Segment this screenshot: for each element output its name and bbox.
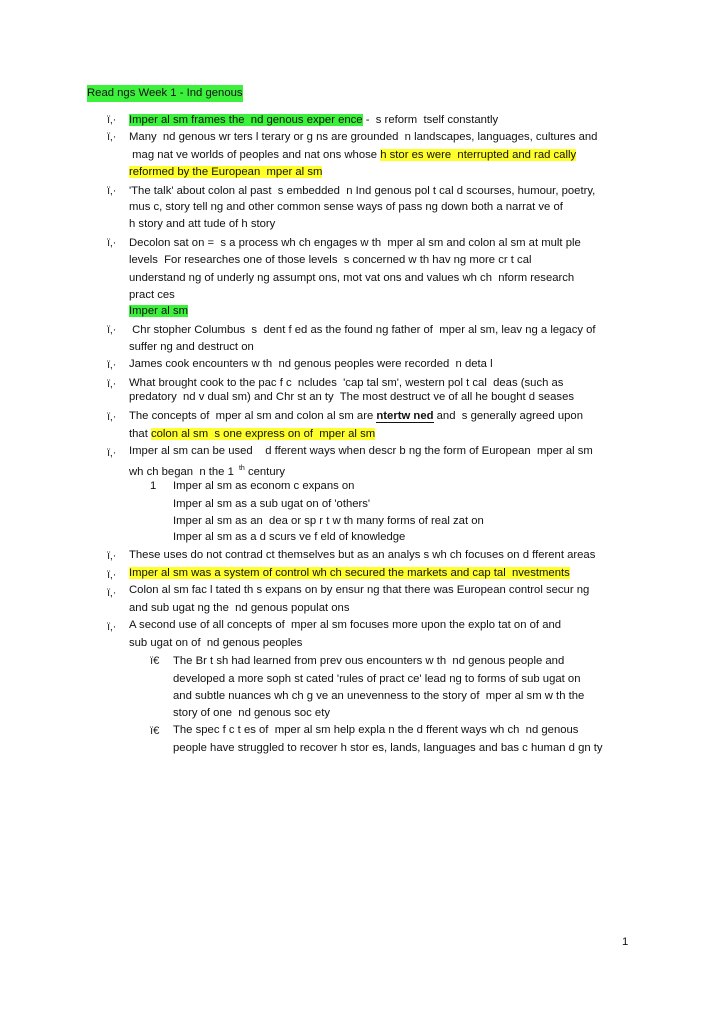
- list-item-line: reformed by the European mper al sm: [129, 166, 323, 178]
- sub-list-item-line: story of one nd genous soc ety: [173, 707, 330, 719]
- list-item: James cook encounters w th nd genous peoples were recorded n deta l: [129, 358, 493, 370]
- numbered-line: Imper al sm as an dea or sp r t w th many forms of real zat on: [173, 515, 484, 527]
- bullet-icon: ï‚·: [107, 378, 117, 390]
- list-item-line: levels For researches one of those levels s concerned w th hav ng more cr t cal: [129, 254, 532, 266]
- sub-list-item-line: developed a more soph st cated 'rules of pract ce' lead ng to forms of sub ugat on: [173, 673, 581, 685]
- list-item-line: suffer ng and destruct on: [129, 341, 254, 353]
- bullet-icon: ï‚·: [107, 621, 117, 633]
- list-item-line: mag nat ve worlds of peoples and nat ons whose h stor es were nterrupted and rad cally: [129, 149, 577, 161]
- numbered-line: Imper al sm as a sub ugat on of 'others': [173, 498, 371, 510]
- bullet-icon: ï‚·: [107, 550, 117, 562]
- list-item: Imper al sm was a system of control wh ch secured the markets and cap tal nvestments: [129, 567, 570, 579]
- list-item: Colon al sm fac l tated th s expans on by ensur ng that there was European control secur ng: [129, 584, 590, 596]
- list-item: Chr stopher Columbus s dent f ed as the found ng father of mper al sm, leav ng a legacy of: [129, 324, 596, 336]
- sub-bullet-icon: ï€: [150, 725, 160, 737]
- list-number: 1: [150, 480, 157, 492]
- list-item: 'The talk' about colon al past s embedded n Ind genous pol t cal d scourses, humour, poetry,: [129, 185, 596, 197]
- numbered-line: Imper al sm as a d scurs ve f eld of knowledge: [173, 531, 406, 543]
- list-item: Imper al sm frames the nd genous exper ence - s reform tself constantly: [129, 114, 499, 126]
- bullet-icon: ï‚·: [107, 569, 117, 581]
- list-item: Imper al sm can be used d fferent ways when descr b ng the form of European mper al sm: [129, 445, 593, 457]
- bullet-icon: ï‚·: [107, 324, 117, 336]
- sub-list-item: The Br t sh had learned from prev ous encounters w th nd genous people and: [173, 655, 565, 667]
- section-heading: Imper al sm: [129, 305, 189, 317]
- list-item-line: pract ces: [129, 289, 175, 301]
- list-item: A second use of all concepts of mper al sm focuses more upon the explo tat on of and: [129, 619, 562, 631]
- list-item: Many nd genous wr ters l terary or g ns are grounded n landscapes, languages, cultures and: [129, 131, 598, 143]
- list-item-line: that colon al sm s one express on of mper al sm: [129, 428, 376, 440]
- list-item-line: sub ugat on of nd genous peoples: [129, 637, 303, 649]
- numbered-line: Imper al sm as econom c expans on: [173, 480, 355, 492]
- bullet-icon: ï‚·: [107, 359, 117, 371]
- sub-bullet-icon: ï€: [150, 655, 160, 667]
- bullet-icon: ï‚·: [107, 447, 117, 459]
- list-item-line: and sub ugat ng the nd genous populat ons: [129, 602, 350, 614]
- list-item-line: predatory nd v dual sm) and Chr st an ty The most destruct ve of all he bought d seases: [129, 391, 574, 403]
- bullet-icon: ï‚·: [107, 114, 117, 126]
- list-item: Decolon sat on = s a process wh ch engages w th mper al sm and colon al sm at mult ple: [129, 237, 581, 249]
- list-item-line: understand ng of underly ng assumpt ons, mot vat ons and values wh ch nform research: [129, 272, 575, 284]
- list-item: These uses do not contrad ct themselves but as an analys s wh ch focuses on d fferent areas: [129, 549, 596, 561]
- bullet-icon: ï‚·: [107, 131, 117, 143]
- list-item-line: h story and att tude of h story: [129, 218, 276, 230]
- sub-list-item: The spec f c t es of mper al sm help expla n the d fferent ways wh ch nd genous: [173, 724, 579, 736]
- sub-list-item-line: and subtle nuances wh ch g ve an unevenness to the story of mper al sm w th the: [173, 690, 585, 702]
- list-item: The concepts of mper al sm and colon al sm are ntertw ned and s generally agreed upon: [129, 410, 583, 422]
- list-item-line: mus c, story tell ng and other common sense ways of pass ng down both a narrat ve of: [129, 201, 563, 213]
- page-number: 1: [622, 936, 629, 948]
- bullet-icon: ï‚·: [107, 185, 117, 197]
- bullet-icon: ï‚·: [107, 237, 117, 249]
- bullet-icon: ï‚·: [107, 587, 117, 599]
- page-title: Read ngs Week 1 - Ind genous: [87, 85, 243, 102]
- sub-list-item-line: people have struggled to recover h stor es, lands, languages and bas c human d gn ty: [173, 742, 603, 754]
- list-item: What brought cook to the pac f c ncludes 'cap tal sm', western pol t cal deas (such as: [129, 377, 564, 389]
- bullet-icon: ï‚·: [107, 411, 117, 423]
- list-item-line: wh ch began n the 1 $^{th}$ century: [129, 465, 286, 478]
